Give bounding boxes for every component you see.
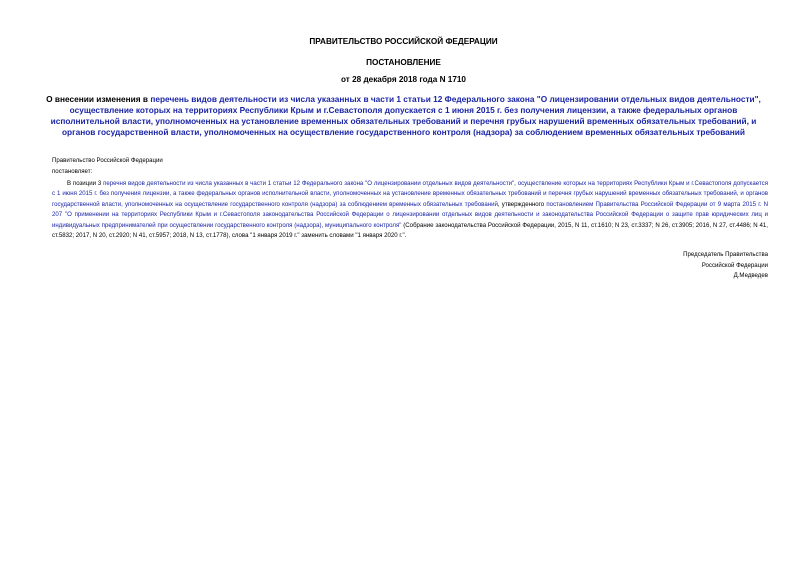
title-prefix: О внесении изменения в xyxy=(46,94,151,104)
paragraph-text-1: В позиции 3 xyxy=(67,180,104,187)
date-number-heading: от 28 декабря 2018 года N 1710 xyxy=(341,75,466,84)
intro-government: Правительство Российской Федерации xyxy=(52,157,163,164)
signature-name: Д.Медведев xyxy=(733,272,768,279)
signature-position-1: Председатель Правительства xyxy=(683,251,768,258)
main-paragraph xyxy=(52,179,768,241)
government-heading: ПРАВИТЕЛЬСТВО РОССИЙСКОЙ ФЕДЕРАЦИИ xyxy=(309,37,498,46)
document-title xyxy=(42,94,765,138)
title-link[interactable]: перечень видов деятельности из числа указанных в части 1 статьи 12 Федерального закона "О лицензировании отдельных видов деятельности", осуществление которых на территориях Республики Крым и г.Севастополя допускается с 1 июня 2015 г. без получения лицензии, а также федеральных органов исполнительной власти, уполномоченных на установление временных обязательных требований и перечня грубых нарушений временных обязательных требований, и органов государственной власти, уполномоченных на осуществление государственного контроля (надзора) за соблюдением временных обязательных требований xyxy=(50,94,761,137)
signature-position-2: Российской Федерации xyxy=(701,261,768,269)
intro-resolves: постановляет: xyxy=(52,167,93,175)
document-type-heading: ПОСТАНОВЛЕНИЕ xyxy=(366,58,441,67)
paragraph-text-3: (Собрание законодательства Российской Федерации, 2015, N 11, ст.1610; N 23, ст.3337; N 26, ст.3905; 2016, N 27, ст.4486; N 41, ст.5832; 2017, N 20, ст.2920; N 41, ст.5957; 2018, N 13, ст.1778), слова "1 января 2019 г." заменить словами "1 января 2020 г.". xyxy=(52,221,768,240)
paragraph-text-2: , утвержденного xyxy=(497,200,547,208)
paragraph-link-resolution[interactable]: постановлением Правительства Российской Федерации от 9 марта 2015 г. N 207 "О применении на территориях Республики Крым и г.Севастополя законодательства Российской Федерации о лицензировании отдельных видов деятельности и законодательства Российской Федерации о защите прав юридических лиц и индивидуальных предпринимателей при осуществлении государственного контроля (надзора), муниципального контроля" xyxy=(52,200,768,229)
paragraph-link-list[interactable]: перечня видов деятельности из числа указанных в части 1 статьи 12 Федерального закона "О лицензировании отдельных видов деятельности", осуществление которых на территориях Республики Крым и г.Севастополя допускается с 1 июня 2015 г. без получения лицензии, а также федеральных органов исполнительной власти, уполномоченных на установление временных обязательных требований и перечня грубых нарушений временных обязательных требований, и органов государственной власти, уполномоченных на осуществление государственного контроля (надзора) за соблюдением временных обязательных требований xyxy=(52,180,768,208)
